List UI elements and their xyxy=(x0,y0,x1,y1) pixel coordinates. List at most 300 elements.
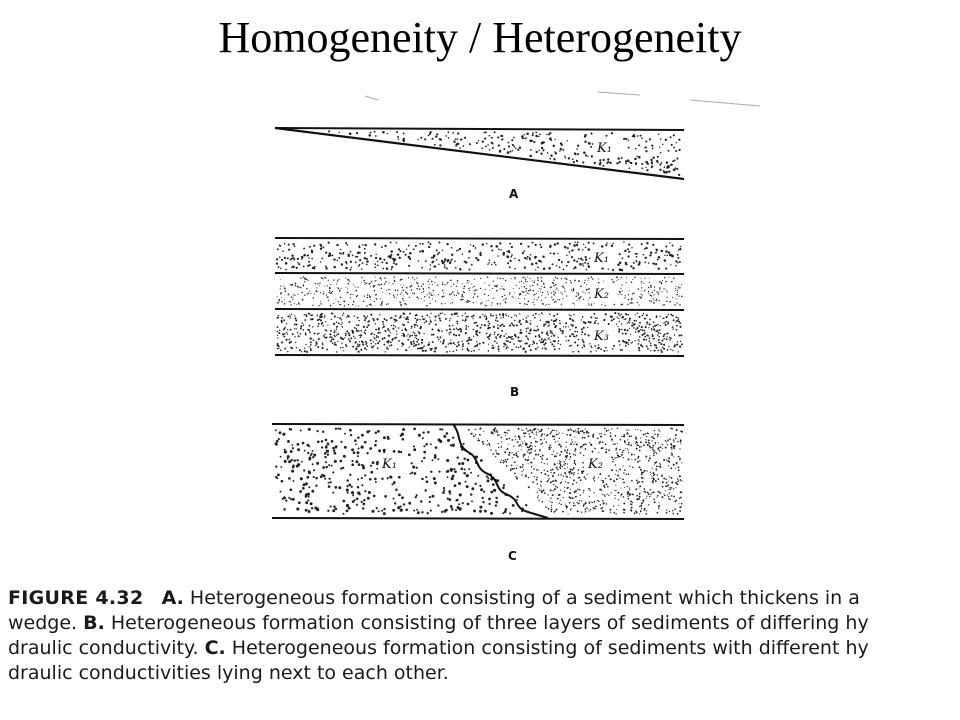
stipple-dot xyxy=(614,498,615,499)
stipple-dot xyxy=(604,495,606,497)
stipple-dot xyxy=(364,490,366,492)
stipple-dot xyxy=(484,305,485,306)
stipple-dot xyxy=(540,319,542,321)
stipple-dot xyxy=(417,348,419,350)
stipple-dot xyxy=(483,431,484,432)
caption-line-4 xyxy=(8,661,940,686)
stipple-dot xyxy=(652,468,653,469)
stipple-dot xyxy=(291,255,293,257)
stipple-dot xyxy=(284,243,286,245)
stipple-dot xyxy=(578,293,579,294)
stipple-dot xyxy=(493,297,494,298)
stipple-dot xyxy=(666,512,668,514)
stipple-dot xyxy=(471,264,473,266)
stipple-dot xyxy=(586,269,588,271)
stipple-dot xyxy=(330,284,331,285)
stipple-dot xyxy=(667,291,668,292)
stipple-dot xyxy=(376,298,378,300)
stipple-dot xyxy=(621,314,622,315)
stipple-dot xyxy=(514,320,516,322)
stipple-dot xyxy=(640,430,641,431)
stipple-dot xyxy=(600,436,602,438)
stipple-dot xyxy=(411,285,413,287)
stipple-dot xyxy=(345,242,347,244)
stipple-dot xyxy=(456,345,458,347)
stipple-dot xyxy=(669,489,670,490)
stipple-dot xyxy=(448,333,449,334)
stipple-dot xyxy=(379,257,382,260)
stipple-dot xyxy=(397,348,398,349)
stipple-dot xyxy=(376,507,378,509)
stipple-dot xyxy=(658,268,660,270)
stipple-dot xyxy=(401,335,402,336)
stipple-dot xyxy=(499,278,501,280)
stipple-dot xyxy=(540,439,542,441)
stipple-dot xyxy=(660,466,662,468)
stipple-dot xyxy=(670,487,671,488)
stipple-dot xyxy=(573,303,574,304)
stipple-dot xyxy=(512,296,513,297)
stipple-dot xyxy=(557,469,559,471)
stipple-dot xyxy=(628,430,629,431)
stipple-dot xyxy=(574,280,576,282)
stipple-dot xyxy=(351,491,354,494)
stipple-dot xyxy=(603,502,605,504)
stipple-dot xyxy=(665,139,667,141)
stipple-dot xyxy=(395,326,397,328)
stipple-dot xyxy=(572,249,573,250)
stipple-dot xyxy=(499,242,501,244)
stipple-dot xyxy=(510,336,512,338)
stipple-dot xyxy=(539,288,540,289)
stipple-dot xyxy=(559,438,560,439)
stipple-dot xyxy=(414,335,415,336)
stipple-dot xyxy=(634,323,636,325)
stipple-dot xyxy=(488,295,489,296)
stipple-dot xyxy=(539,450,541,452)
stipple-dot xyxy=(424,296,425,297)
stipple-dot xyxy=(551,509,553,511)
stipple-dot xyxy=(631,480,633,482)
stipple-dot xyxy=(545,342,547,344)
stipple-dot xyxy=(589,501,590,502)
stipple-dot xyxy=(376,463,379,466)
stipple-dot xyxy=(300,278,301,279)
stipple-dot xyxy=(619,344,621,346)
stipple-dot xyxy=(438,438,441,441)
stipple-dot xyxy=(594,303,595,304)
stipple-dot xyxy=(400,294,401,295)
caption-segment: C. xyxy=(204,637,226,659)
stipple-dot xyxy=(628,498,629,499)
stipple-dot xyxy=(597,323,598,324)
stipple-dot xyxy=(531,472,533,474)
stipple-dot xyxy=(305,501,308,504)
stipple-dot xyxy=(392,509,395,512)
stipple-dot xyxy=(553,145,555,147)
stipple-dot xyxy=(652,244,654,246)
stipple-dot xyxy=(403,251,405,253)
stipple-dot xyxy=(497,277,498,278)
stipple-dot xyxy=(509,325,511,327)
stipple-dot xyxy=(577,502,578,503)
stipple-dot xyxy=(618,279,619,280)
stipple-dot xyxy=(551,454,552,455)
stipple-dot xyxy=(657,330,659,332)
stipple-dot xyxy=(530,445,532,447)
stipple-dot xyxy=(649,254,651,256)
stipple-dot xyxy=(617,264,620,267)
stipple-dot xyxy=(439,317,441,319)
stipple-dot xyxy=(498,144,500,146)
stipple-dot xyxy=(540,288,541,289)
stipple-dot xyxy=(668,346,669,347)
stipple-dot xyxy=(424,300,425,301)
stipple-dot xyxy=(317,315,319,317)
stipple-dot xyxy=(524,440,525,441)
stipple-dot xyxy=(541,339,543,341)
stipple-dot xyxy=(616,162,618,164)
stipple-dot xyxy=(526,428,528,430)
stipple-dot xyxy=(457,342,459,344)
stipple-dot xyxy=(576,331,578,333)
stipple-dot xyxy=(563,497,564,498)
stipple-dot xyxy=(531,432,533,434)
stipple-dot xyxy=(573,244,576,247)
stipple-dot xyxy=(439,144,441,146)
stipple-dot xyxy=(342,322,343,323)
stipple-dot xyxy=(605,478,606,479)
stipple-dot xyxy=(516,285,517,286)
stipple-dot xyxy=(578,473,579,474)
stipple-dot xyxy=(402,438,405,441)
stipple-dot xyxy=(392,283,393,284)
stipple-dot xyxy=(441,330,443,332)
stipple-dot xyxy=(553,480,554,481)
stipple-dot xyxy=(284,326,285,327)
stipple-dot xyxy=(578,351,580,353)
stipple-dot xyxy=(543,490,545,492)
stipple-dot xyxy=(608,495,609,496)
stipple-dot xyxy=(571,439,572,440)
stipple-dot xyxy=(525,432,527,434)
stipple-dot xyxy=(518,259,520,261)
stipple-dot xyxy=(483,491,485,493)
stipple-dot xyxy=(605,244,607,246)
stipple-dot xyxy=(538,297,539,298)
stipple-dot xyxy=(497,334,499,336)
stipple-dot xyxy=(582,161,584,163)
stipple-dot xyxy=(473,297,474,298)
stipple-dot xyxy=(666,254,668,256)
stipple-dot xyxy=(585,511,586,512)
stipple-dot xyxy=(370,343,372,345)
stipple-dot xyxy=(292,299,293,300)
stipple-dot xyxy=(414,326,416,328)
stipple-dot xyxy=(532,314,534,316)
stipple-dot xyxy=(388,330,390,332)
stipple-dot xyxy=(473,315,475,317)
stipple-dot xyxy=(443,489,445,491)
stipple-dot xyxy=(312,267,314,269)
stipple-dot xyxy=(615,444,616,445)
stipple-dot xyxy=(406,304,407,305)
stipple-dot xyxy=(629,487,630,488)
stipple-dot xyxy=(381,261,383,263)
stipple-dot xyxy=(665,440,666,441)
stipple-dot xyxy=(631,281,633,283)
stipple-dot xyxy=(676,462,678,464)
stipple-dot xyxy=(512,504,515,507)
stipple-dot xyxy=(523,347,525,349)
stipple-dot xyxy=(638,341,639,342)
stipple-dot xyxy=(523,134,524,135)
stipple-dot xyxy=(289,318,290,319)
stipple-dot xyxy=(340,441,342,443)
stipple-dot xyxy=(557,288,558,289)
stipple-dot xyxy=(526,331,527,332)
stipple-dot xyxy=(465,261,468,264)
stipple-dot xyxy=(602,441,604,443)
stipple-dot xyxy=(465,332,467,334)
stipple-dot xyxy=(432,495,435,498)
stipple-dot xyxy=(522,252,524,254)
stipple-dot xyxy=(657,259,659,261)
stipple-dot xyxy=(333,332,335,334)
stipple-dot xyxy=(534,450,536,452)
stipple-dot xyxy=(537,329,539,331)
stipple-dot xyxy=(598,477,599,478)
stipple-dot xyxy=(538,429,539,430)
stipple-dot xyxy=(640,297,642,299)
stipple-dot xyxy=(357,252,359,254)
stipple-dot xyxy=(668,150,670,152)
stipple-dot xyxy=(572,441,573,442)
stipple-dot xyxy=(388,289,389,290)
stipple-dot xyxy=(672,350,673,351)
stipple-dot xyxy=(408,245,410,247)
stipple-dot xyxy=(569,459,570,460)
stipple-dot xyxy=(329,333,331,335)
stipple-dot xyxy=(650,472,651,473)
stipple-dot xyxy=(403,313,405,315)
stipple-dot xyxy=(645,326,646,327)
stipple-dot xyxy=(622,304,623,305)
stipple-dot xyxy=(375,277,376,278)
stipple-dot xyxy=(487,263,489,265)
stipple-dot xyxy=(677,254,679,256)
stipple-dot xyxy=(600,504,602,506)
stipple-dot xyxy=(662,144,663,145)
stipple-dot xyxy=(344,301,346,303)
stipple-dot xyxy=(631,507,633,509)
stipple-dot xyxy=(474,345,476,347)
stipple-dot xyxy=(293,459,296,462)
stipple-dot xyxy=(511,254,513,256)
stipple-dot xyxy=(622,452,624,454)
stipple-dot xyxy=(550,498,551,499)
stipple-dot xyxy=(621,290,622,291)
stipple-dot xyxy=(420,137,422,139)
stipple-dot xyxy=(557,487,559,489)
stipple-dot xyxy=(414,294,415,295)
stipple-dot xyxy=(344,337,345,338)
stipple-dot xyxy=(584,437,586,439)
stipple-dot xyxy=(621,436,622,437)
stipple-dot xyxy=(278,266,280,268)
stipple-dot xyxy=(515,148,517,150)
stipple-dot xyxy=(520,243,522,245)
stipple-dot xyxy=(512,457,513,458)
stipple-dot xyxy=(675,316,677,318)
stipple-dot xyxy=(434,282,435,283)
stipple-dot xyxy=(430,321,432,323)
stipple-dot xyxy=(429,323,431,325)
stipple-dot xyxy=(642,477,644,479)
stipple-dot xyxy=(333,338,335,340)
stipple-dot xyxy=(541,433,543,435)
stipple-dot xyxy=(556,480,557,481)
stipple-dot xyxy=(302,442,305,445)
stipple-dot xyxy=(583,504,585,506)
stipple-dot xyxy=(305,482,308,485)
stipple-dot xyxy=(399,316,401,318)
stipple-dot xyxy=(538,136,540,138)
stipple-dot xyxy=(429,348,430,349)
stipple-dot xyxy=(616,478,618,480)
stipple-dot xyxy=(629,328,630,329)
stipple-dot xyxy=(508,336,510,338)
stipple-dot xyxy=(649,282,650,283)
stipple-dot xyxy=(349,474,351,476)
stipple-dot xyxy=(487,440,488,441)
stipple-dot xyxy=(450,279,452,281)
stipple-dot xyxy=(639,496,640,497)
stipple-dot xyxy=(583,455,584,456)
stipple-dot xyxy=(651,492,652,493)
stipple-dot xyxy=(297,448,300,451)
stipple-dot xyxy=(373,337,374,338)
stipple-dot xyxy=(437,284,438,285)
stipple-dot xyxy=(498,453,500,455)
stipple-dot xyxy=(350,297,351,298)
stipple-dot xyxy=(387,328,389,330)
stipple-dot xyxy=(578,339,580,341)
stipple-dot xyxy=(618,340,620,342)
stipple-dot xyxy=(496,314,498,316)
stipple-dot xyxy=(664,322,666,324)
stipple-dot xyxy=(368,134,371,137)
stipple-dot xyxy=(500,288,501,289)
stipple-dot xyxy=(366,345,368,347)
stipple-dot xyxy=(370,314,372,316)
stipple-dot xyxy=(362,503,365,506)
stipple-dot xyxy=(654,325,656,327)
stipple-dot xyxy=(300,477,303,480)
stipple-dot xyxy=(497,327,499,329)
stipple-dot xyxy=(509,292,510,293)
stipple-dot xyxy=(561,482,562,483)
stipple-dot xyxy=(470,472,472,474)
stipple-dot xyxy=(546,134,548,136)
stipple-dot xyxy=(550,481,552,483)
stipple-dot xyxy=(653,453,655,455)
stipple-dot xyxy=(310,348,311,349)
stipple-dot xyxy=(357,345,359,347)
stipple-dot xyxy=(628,444,630,446)
stipple-dot xyxy=(638,349,640,351)
stipple-dot xyxy=(661,162,663,164)
stipple-dot xyxy=(587,474,588,475)
stipple-dot xyxy=(667,439,669,441)
stipple-dot xyxy=(471,351,472,352)
stipple-dot xyxy=(370,339,372,341)
stipple-dot xyxy=(664,166,666,168)
stipple-dot xyxy=(564,491,565,492)
stipple-dot xyxy=(431,293,432,294)
stipple-dot xyxy=(367,297,368,298)
stipple-dot xyxy=(324,456,326,458)
stipple-dot xyxy=(562,333,564,335)
stipple-dot xyxy=(432,298,433,299)
stipple-dot xyxy=(442,290,443,291)
stipple-dot xyxy=(417,325,419,327)
stipple-dot xyxy=(348,255,350,257)
stipple-dot xyxy=(480,327,482,329)
stipple-dot xyxy=(646,345,648,347)
stipple-dot xyxy=(662,444,663,445)
stipple-dot xyxy=(443,292,444,293)
stipple-dot xyxy=(545,305,546,306)
stipple-dot xyxy=(295,295,296,296)
stipple-dot xyxy=(649,489,650,490)
stipple-dot xyxy=(435,277,436,278)
stipple-dot xyxy=(566,340,567,341)
stipple-dot xyxy=(511,439,513,441)
stipple-dot xyxy=(501,323,503,325)
stipple-dot xyxy=(388,255,390,257)
stipple-dot xyxy=(318,323,320,325)
stipple-dot xyxy=(461,341,462,342)
stipple-dot xyxy=(277,337,278,338)
stipple-dot xyxy=(295,285,296,286)
stipple-dot xyxy=(574,242,576,244)
stipple-dot xyxy=(475,247,477,249)
stipple-dot xyxy=(429,303,430,304)
stipple-dot xyxy=(655,263,657,265)
stipple-dot xyxy=(390,476,392,478)
stipple-dot xyxy=(567,482,569,484)
stipple-dot xyxy=(627,255,629,257)
stipple-dot xyxy=(281,292,282,293)
stipple-dot xyxy=(645,513,647,515)
stipple-dot xyxy=(309,337,311,339)
stipple-dot xyxy=(670,499,671,500)
stipple-dot xyxy=(668,277,669,278)
stipple-dot xyxy=(526,320,528,322)
stipple-dot xyxy=(317,283,318,284)
stipple-dot xyxy=(654,430,655,431)
stipple-dot xyxy=(564,288,565,289)
stipple-dot xyxy=(351,463,354,466)
stipple-dot xyxy=(539,431,541,433)
stipple-dot xyxy=(516,468,517,469)
stipple-dot xyxy=(460,329,462,331)
stipple-dot xyxy=(594,480,596,482)
stipple-dot xyxy=(374,290,376,292)
stipple-dot xyxy=(362,342,364,344)
stipple-dot xyxy=(441,303,442,304)
